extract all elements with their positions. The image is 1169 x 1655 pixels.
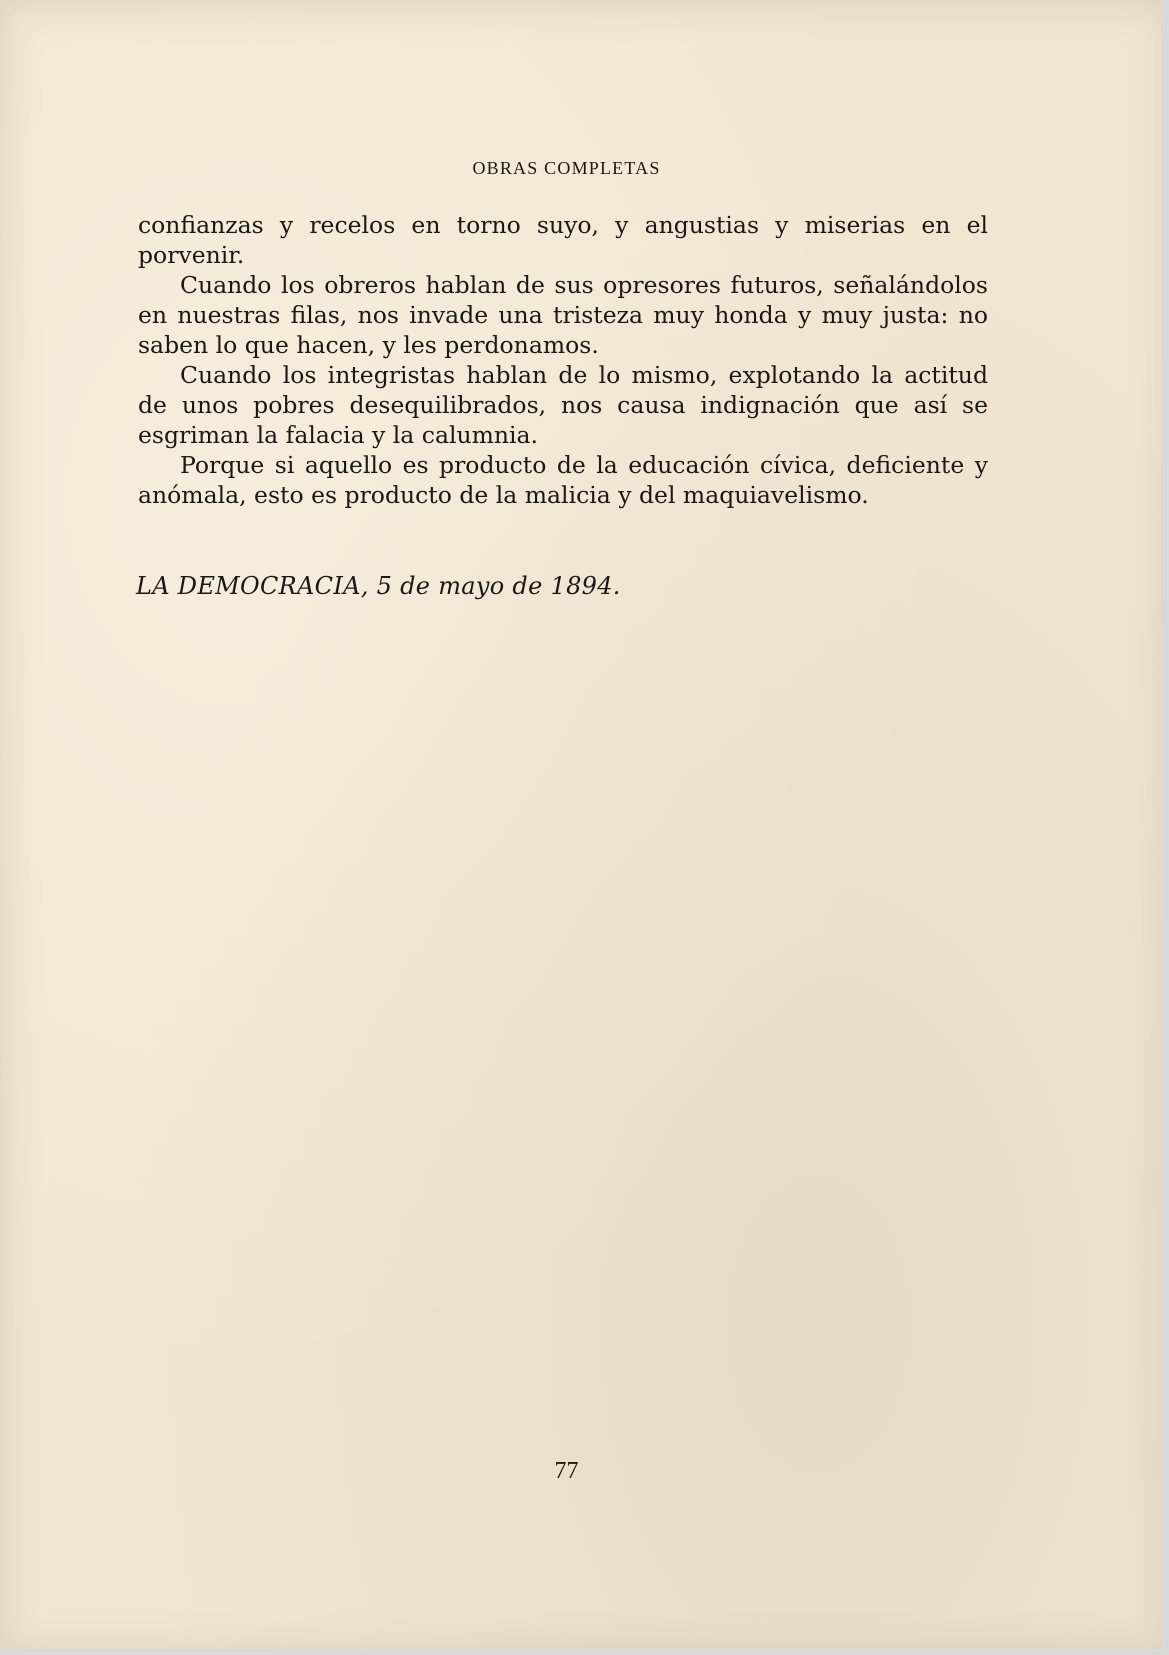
page-number: 77 [554,1458,579,1484]
paragraph-integristas: Cuando los integristas hablan de lo mismo, explotando la actitud de unos pobres desequilibrados, nos causa indignación que así se esgriman la falacia y la calumnia. [138,361,988,449]
paragraph-continuation: confianzas y recelos en torno suyo, y angustias y miserias en el porvenir. [138,211,988,269]
scan-edge-right [1161,0,1169,1655]
paragraph-conclusion: Porque si aquello es producto de la educación cívica, deficiente y anómala, esto es producto de la malicia y del maquiavelismo. [138,451,988,509]
paragraph-obreros: Cuando los obreros hablan de sus opresores futuros, señalándolos en nuestras filas, nos invade una tristeza muy honda y muy justa: no saben lo que hacen, y les perdonamos. [138,271,988,359]
body-text [138,210,988,510]
running-header: OBRAS COMPLETAS [472,158,661,178]
scan-edge-bottom [0,1649,1169,1655]
source-signature: LA DEMOCRACIA, 5 de mayo de 1894. [136,572,621,600]
